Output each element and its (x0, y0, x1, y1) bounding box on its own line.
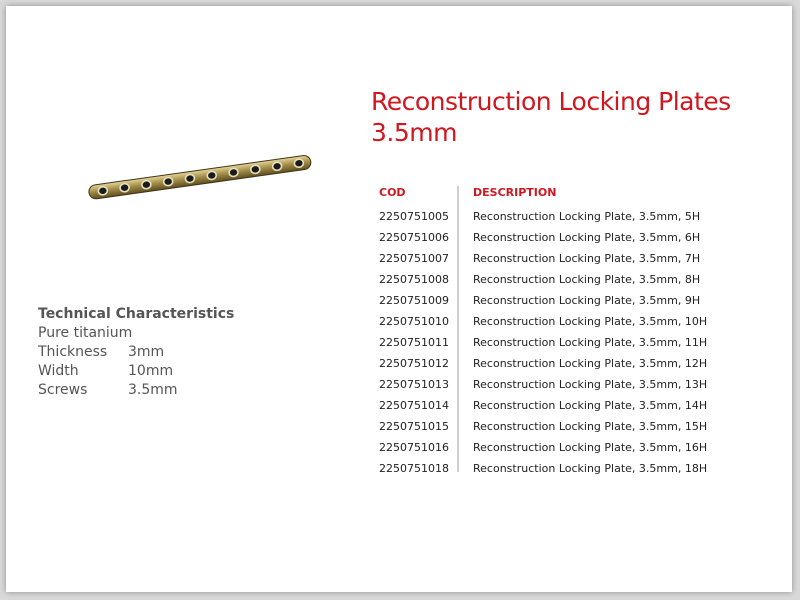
cell-code: 2250751011 (379, 336, 449, 349)
tech-spec-list (38, 343, 234, 400)
cell-code: 2250751005 (379, 210, 449, 223)
cell-code: 2250751018 (379, 462, 449, 475)
cell-code: 2250751006 (379, 231, 449, 244)
cell-description: Reconstruction Locking Plate, 3.5mm, 5H (473, 210, 701, 223)
cell-code: 2250751015 (379, 420, 449, 433)
tech-material: Pure titanium (38, 325, 133, 341)
technical-characteristics (38, 306, 234, 400)
tech-heading: Technical Characteristics (38, 306, 235, 322)
cell-code: 2250751013 (379, 378, 449, 391)
plate-graphic (86, 148, 316, 208)
header-description: DESCRIPTION (473, 186, 557, 199)
screw-hole (272, 162, 282, 171)
header-code: COD (379, 186, 406, 199)
cell-description: Reconstruction Locking Plate, 3.5mm, 6H (473, 231, 701, 244)
screw-hole (163, 177, 173, 186)
screw-hole (250, 165, 260, 174)
spec-label: Screws (38, 382, 88, 398)
cell-description: Reconstruction Locking Plate, 3.5mm, 12H (473, 357, 708, 370)
bone-plate-image (86, 148, 316, 213)
cell-description: Reconstruction Locking Plate, 3.5mm, 14H (473, 399, 708, 412)
cell-code: 2250751008 (379, 273, 449, 286)
cell-code: 2250751009 (379, 294, 449, 307)
spec-label: Thickness (38, 344, 108, 360)
cell-code: 2250751014 (379, 399, 449, 412)
screw-hole (229, 168, 239, 177)
screw-hole (207, 171, 217, 180)
cell-code: 2250751016 (379, 441, 449, 454)
title-line-1: Reconstruction Locking Plates (371, 87, 731, 116)
cell-description: Reconstruction Locking Plate, 3.5mm, 13H (473, 378, 708, 391)
page-title (371, 86, 731, 148)
cell-description: Reconstruction Locking Plate, 3.5mm, 8H (473, 273, 701, 286)
tech-spec-row (38, 343, 234, 362)
tech-spec-row (38, 362, 234, 381)
screw-hole (98, 186, 108, 195)
catalog-page (6, 6, 792, 592)
cell-code: 2250751012 (379, 357, 449, 370)
cell-description: Reconstruction Locking Plate, 3.5mm, 15H (473, 420, 708, 433)
column-divider (457, 186, 459, 472)
spec-value: 10mm (128, 363, 174, 379)
cell-description: Reconstruction Locking Plate, 3.5mm, 7H (473, 252, 701, 265)
tech-spec-row (38, 381, 234, 400)
cell-description: Reconstruction Locking Plate, 3.5mm, 10H (473, 315, 708, 328)
cell-description: Reconstruction Locking Plate, 3.5mm, 11H (473, 336, 708, 349)
screw-hole (120, 183, 130, 192)
cell-description: Reconstruction Locking Plate, 3.5mm, 18H (473, 462, 708, 475)
title-line-2: 3.5mm (371, 118, 457, 147)
spec-value: 3.5mm (128, 382, 178, 398)
cell-code: 2250751010 (379, 315, 449, 328)
spec-value: 3mm (128, 344, 165, 360)
cell-description: Reconstruction Locking Plate, 3.5mm, 9H (473, 294, 701, 307)
cell-code: 2250751007 (379, 252, 449, 265)
cell-description: Reconstruction Locking Plate, 3.5mm, 16H (473, 441, 708, 454)
spec-label: Width (38, 363, 79, 379)
screw-hole (294, 159, 304, 168)
screw-hole (185, 174, 195, 183)
screw-hole (141, 180, 151, 189)
